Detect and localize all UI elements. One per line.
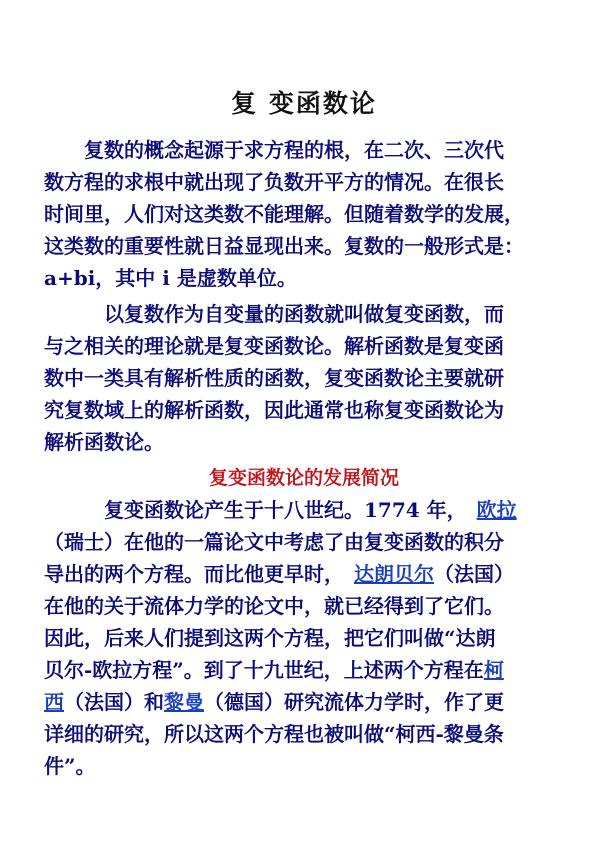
- link-cauchy-part2[interactable]: 西: [44, 690, 64, 714]
- page-title: 复 变函数论: [231, 89, 377, 118]
- text-span: （法国）: [434, 562, 514, 586]
- paragraph-line: [44, 686, 564, 718]
- paragraph-line: [44, 654, 564, 686]
- paragraph-line: （瑞士）在他的一篇论文中考虑了由复变函数的积分: [44, 530, 504, 554]
- paragraph-line: 时间里，人们对这类数不能理解。但随着数学的发展，: [44, 202, 524, 226]
- paragraph-line: 件”。: [44, 754, 96, 778]
- paragraph-history: [44, 494, 564, 782]
- link-riemann[interactable]: 黎曼: [164, 690, 204, 714]
- section-heading: 复变函数论的发展简况: [208, 467, 399, 489]
- paragraph-line: 因此，后来人们提到这两个方程，把它们叫做“达朗: [44, 626, 496, 650]
- paragraph-definition: [44, 298, 564, 458]
- paragraph-line: 究复数域上的解析函数，因此通常也称复变函数论为: [44, 398, 504, 422]
- paragraph-line: 以复数作为自变量的函数就叫做复变函数，而: [44, 302, 504, 326]
- link-euler[interactable]: 欧拉: [476, 498, 517, 522]
- document-page: [44, 84, 564, 782]
- text-span: （德国）研究流体力学时，作了更: [204, 690, 504, 714]
- paragraph-line: 在他的关于流体力学的论文中，就已经得到了它们。: [44, 594, 504, 618]
- paragraph-line: a+bi，其中 i 是虚数单位。: [44, 266, 297, 290]
- paragraph-line: 详细的研究，所以这两个方程也被叫做“柯西-黎曼条: [44, 722, 504, 746]
- paragraph-line: 数中一类具有解析性质的函数，复变函数论主要就研: [44, 366, 504, 390]
- text-span: （法国）和: [64, 690, 164, 714]
- paragraph-line: 这类数的重要性就日益显现出来。复数的一般形式是：: [44, 234, 524, 258]
- link-dalembert[interactable]: 达朗贝尔: [354, 562, 434, 586]
- link-cauchy-part1[interactable]: 柯: [483, 658, 504, 682]
- paragraph-intro: [44, 134, 564, 294]
- paragraph-line: [44, 494, 564, 526]
- paragraph-line: [44, 558, 564, 590]
- paragraph-line: 数方程的求根中就出现了负数开平方的情况。在很长: [44, 170, 504, 194]
- paragraph-line: 解析函数论。: [44, 430, 164, 454]
- paragraph-line: 复数的概念起源于求方程的根，在二次、三次代: [44, 138, 504, 162]
- paragraph-line: 与之相关的理论就是复变函数论。解析函数是复变函: [44, 334, 504, 358]
- text-span: 贝尔-欧拉方程”。到了十九世纪，上述两个方程在: [44, 658, 484, 682]
- text-span: 复变函数论产生于十八世纪。1774 年，: [44, 498, 477, 522]
- text-span: 导出的两个方程。而比他更早时，: [44, 562, 354, 586]
